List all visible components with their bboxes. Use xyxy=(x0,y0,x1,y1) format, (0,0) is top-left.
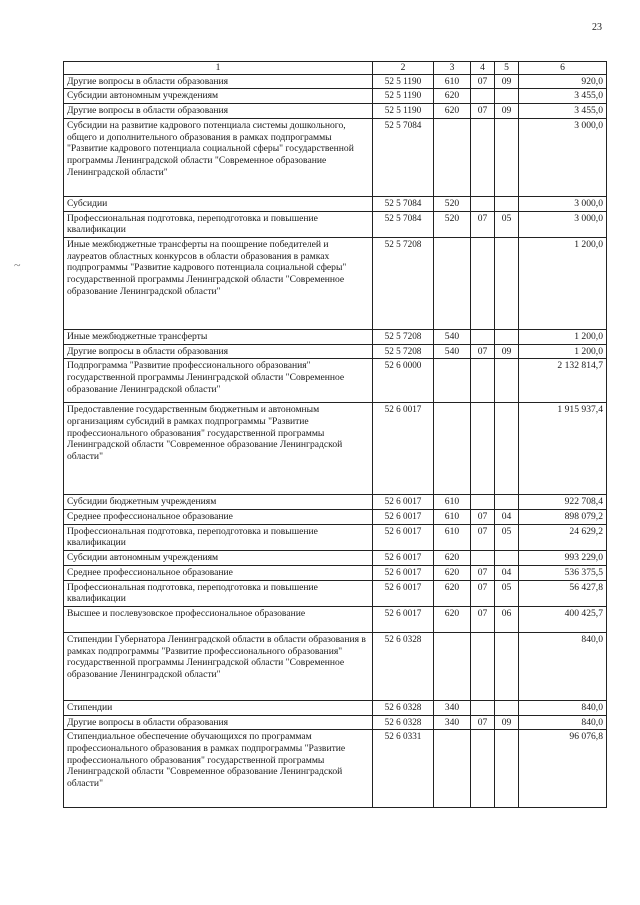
target-article-cell: 52 6 0328 xyxy=(373,632,434,700)
amount-cell: 3 455,0 xyxy=(519,104,607,119)
subsection-cell xyxy=(495,551,519,566)
column-header: 3 xyxy=(434,62,471,75)
subsection-cell xyxy=(495,118,519,196)
subsection-cell xyxy=(495,196,519,211)
amount-cell: 922 708,4 xyxy=(519,495,607,510)
target-article-cell: 52 6 0017 xyxy=(373,551,434,566)
table-row xyxy=(64,196,607,211)
section-cell xyxy=(471,89,495,104)
subsection-cell: 05 xyxy=(495,211,519,237)
target-article-cell: 52 5 1190 xyxy=(373,104,434,119)
amount-cell: 1 200,0 xyxy=(519,329,607,344)
column-header: 6 xyxy=(519,62,607,75)
target-article-cell: 52 6 0017 xyxy=(373,510,434,525)
expense-type-cell: 520 xyxy=(434,196,471,211)
page-number: 23 xyxy=(592,22,602,33)
section-cell xyxy=(471,632,495,700)
subsection-cell: 09 xyxy=(495,344,519,359)
expense-type-cell: 620 xyxy=(434,565,471,580)
row-name-cell: Субсидии на развитие кадрового потенциала системы дошкольного, общего и дополнительного образования в рамках подпрограммы "Развитие кадрового потенциала социальной сферы" государственной программы Ленинградской области "Современное образование Ленинградской области" xyxy=(64,118,373,196)
expense-type-cell: 610 xyxy=(434,495,471,510)
row-name-cell: Высшее и послевузовское профессиональное образование xyxy=(64,606,373,632)
expense-type-cell xyxy=(434,359,471,403)
expense-type-cell: 540 xyxy=(434,344,471,359)
subsection-cell xyxy=(495,403,519,495)
table-row xyxy=(64,524,607,550)
target-article-cell: 52 5 7208 xyxy=(373,344,434,359)
row-name-cell: Субсидии автономным учреждениям xyxy=(64,551,373,566)
subsection-cell: 06 xyxy=(495,606,519,632)
section-cell: 07 xyxy=(471,211,495,237)
section-cell xyxy=(471,359,495,403)
table-row xyxy=(64,495,607,510)
table-row xyxy=(64,565,607,580)
amount-cell: 536 375,5 xyxy=(519,565,607,580)
table-row xyxy=(64,632,607,700)
amount-cell: 24 629,2 xyxy=(519,524,607,550)
target-article-cell: 52 5 1190 xyxy=(373,74,434,89)
section-cell xyxy=(471,329,495,344)
section-cell: 07 xyxy=(471,74,495,89)
expense-type-cell: 340 xyxy=(434,715,471,730)
row-name-cell: Предоставление государственным бюджетным и автономным организациям субсидий в рамках подпрограммы "Развитие профессионального образования" государственной программы Ленинградской области "Современное образование Ленинградской области" xyxy=(64,403,373,495)
table-row xyxy=(64,359,607,403)
table-row xyxy=(64,89,607,104)
section-cell xyxy=(471,551,495,566)
section-cell xyxy=(471,237,495,329)
row-name-cell: Стипендии xyxy=(64,700,373,715)
row-name-cell: Профессиональная подготовка, переподготовка и повышение квалификации xyxy=(64,211,373,237)
target-article-cell: 52 6 0328 xyxy=(373,715,434,730)
row-name-cell: Подпрограмма "Развитие профессионального образования" государственной программы Ленинградской области "Современное образование Ленинградской области" xyxy=(64,359,373,403)
expense-type-cell: 610 xyxy=(434,524,471,550)
expense-type-cell: 620 xyxy=(434,606,471,632)
row-name-cell: Субсидии бюджетным учреждениям xyxy=(64,495,373,510)
section-cell xyxy=(471,700,495,715)
subsection-cell xyxy=(495,89,519,104)
target-article-cell: 52 6 0017 xyxy=(373,606,434,632)
target-article-cell: 52 6 0017 xyxy=(373,524,434,550)
amount-cell: 2 132 814,7 xyxy=(519,359,607,403)
expense-type-cell: 340 xyxy=(434,700,471,715)
section-cell: 07 xyxy=(471,580,495,606)
target-article-cell: 52 5 1190 xyxy=(373,89,434,104)
target-article-cell: 52 6 0017 xyxy=(373,580,434,606)
column-header: 5 xyxy=(495,62,519,75)
amount-cell: 3 455,0 xyxy=(519,89,607,104)
table-row xyxy=(64,403,607,495)
section-cell: 07 xyxy=(471,344,495,359)
subsection-cell xyxy=(495,359,519,403)
header-row xyxy=(64,62,607,75)
section-cell xyxy=(471,196,495,211)
subsection-cell: 05 xyxy=(495,524,519,550)
table-row xyxy=(64,715,607,730)
row-name-cell: Иные межбюджетные трансферты xyxy=(64,329,373,344)
amount-cell: 3 000,0 xyxy=(519,118,607,196)
subsection-cell xyxy=(495,237,519,329)
table-row xyxy=(64,730,607,808)
section-cell xyxy=(471,730,495,808)
margin-mark: ~ xyxy=(14,258,21,272)
amount-cell: 1 200,0 xyxy=(519,237,607,329)
row-name-cell: Стипендиальное обеспечение обучающихся по программам профессионального образования в рамках подпрограммы "Развитие профессионального образования" государственной программы Ленинградской области "Современное образование Ленинградской области" xyxy=(64,730,373,808)
table-row xyxy=(64,211,607,237)
row-name-cell: Другие вопросы в области образования xyxy=(64,74,373,89)
row-name-cell: Другие вопросы в области образования xyxy=(64,715,373,730)
subsection-cell: 09 xyxy=(495,104,519,119)
subsection-cell xyxy=(495,329,519,344)
subsection-cell: 05 xyxy=(495,580,519,606)
target-article-cell: 52 5 7208 xyxy=(373,329,434,344)
row-name-cell: Стипендии Губернатора Ленинградской области в области образования в рамках подпрограммы "Развитие профессионального образования" государственной программы Ленинградской области "Современное образование Ленинградской области" xyxy=(64,632,373,700)
table-row xyxy=(64,237,607,329)
target-article-cell: 52 5 7084 xyxy=(373,211,434,237)
table-row xyxy=(64,580,607,606)
section-cell xyxy=(471,118,495,196)
target-article-cell: 52 6 0328 xyxy=(373,700,434,715)
table-row xyxy=(64,606,607,632)
amount-cell: 840,0 xyxy=(519,632,607,700)
target-article-cell: 52 6 0000 xyxy=(373,359,434,403)
amount-cell: 1 915 937,4 xyxy=(519,403,607,495)
column-header: 4 xyxy=(471,62,495,75)
expense-type-cell xyxy=(434,237,471,329)
expense-type-cell: 610 xyxy=(434,74,471,89)
table-row xyxy=(64,551,607,566)
section-cell: 07 xyxy=(471,524,495,550)
subsection-cell: 09 xyxy=(495,74,519,89)
amount-cell: 96 076,8 xyxy=(519,730,607,808)
target-article-cell: 52 5 7208 xyxy=(373,237,434,329)
row-name-cell: Профессиональная подготовка, переподготовка и повышение квалификации xyxy=(64,580,373,606)
section-cell: 07 xyxy=(471,715,495,730)
amount-cell: 898 079,2 xyxy=(519,510,607,525)
table-body xyxy=(64,74,607,808)
table-row xyxy=(64,329,607,344)
expense-type-cell: 620 xyxy=(434,104,471,119)
section-cell: 07 xyxy=(471,104,495,119)
amount-cell: 1 200,0 xyxy=(519,344,607,359)
subsection-cell: 04 xyxy=(495,565,519,580)
section-cell: 07 xyxy=(471,510,495,525)
amount-cell: 993 229,0 xyxy=(519,551,607,566)
amount-cell: 3 000,0 xyxy=(519,211,607,237)
column-header: 1 xyxy=(64,62,373,75)
expense-type-cell xyxy=(434,403,471,495)
target-article-cell: 52 6 0331 xyxy=(373,730,434,808)
target-article-cell: 52 5 7084 xyxy=(373,118,434,196)
expense-type-cell: 620 xyxy=(434,551,471,566)
table-row xyxy=(64,104,607,119)
expense-type-cell xyxy=(434,632,471,700)
amount-cell: 400 425,7 xyxy=(519,606,607,632)
table-row xyxy=(64,344,607,359)
row-name-cell: Другие вопросы в области образования xyxy=(64,104,373,119)
amount-cell: 920,0 xyxy=(519,74,607,89)
target-article-cell: 52 5 7084 xyxy=(373,196,434,211)
column-header: 2 xyxy=(373,62,434,75)
section-cell xyxy=(471,403,495,495)
row-name-cell: Среднее профессиональное образование xyxy=(64,565,373,580)
expense-type-cell: 620 xyxy=(434,89,471,104)
expense-type-cell: 610 xyxy=(434,510,471,525)
subsection-cell: 04 xyxy=(495,510,519,525)
section-cell xyxy=(471,495,495,510)
row-name-cell: Среднее профессиональное образование xyxy=(64,510,373,525)
subsection-cell xyxy=(495,700,519,715)
section-cell: 07 xyxy=(471,565,495,580)
subsection-cell xyxy=(495,730,519,808)
section-cell: 07 xyxy=(471,606,495,632)
subsection-cell xyxy=(495,632,519,700)
budget-table xyxy=(63,61,607,808)
expense-type-cell: 520 xyxy=(434,211,471,237)
row-name-cell: Другие вопросы в области образования xyxy=(64,344,373,359)
row-name-cell: Профессиональная подготовка, переподготовка и повышение квалификации xyxy=(64,524,373,550)
target-article-cell: 52 6 0017 xyxy=(373,403,434,495)
row-name-cell: Субсидии xyxy=(64,196,373,211)
expense-type-cell: 620 xyxy=(434,580,471,606)
subsection-cell xyxy=(495,495,519,510)
target-article-cell: 52 6 0017 xyxy=(373,565,434,580)
amount-cell: 840,0 xyxy=(519,700,607,715)
amount-cell: 3 000,0 xyxy=(519,196,607,211)
amount-cell: 840,0 xyxy=(519,715,607,730)
table-row xyxy=(64,700,607,715)
table-row xyxy=(64,510,607,525)
table-row xyxy=(64,74,607,89)
subsection-cell: 09 xyxy=(495,715,519,730)
row-name-cell: Иные межбюджетные трансферты на поощрение победителей и лауреатов областных конкурсов в области образования в рамках подпрограммы "Развитие кадрового потенциала социальной сферы" государственной программы Ленинградской области "Современное образование Ленинградской области" xyxy=(64,237,373,329)
row-name-cell: Субсидии автономным учреждениям xyxy=(64,89,373,104)
expense-type-cell: 540 xyxy=(434,329,471,344)
expense-type-cell xyxy=(434,730,471,808)
amount-cell: 56 427,8 xyxy=(519,580,607,606)
table-row xyxy=(64,118,607,196)
expense-type-cell xyxy=(434,118,471,196)
target-article-cell: 52 6 0017 xyxy=(373,495,434,510)
